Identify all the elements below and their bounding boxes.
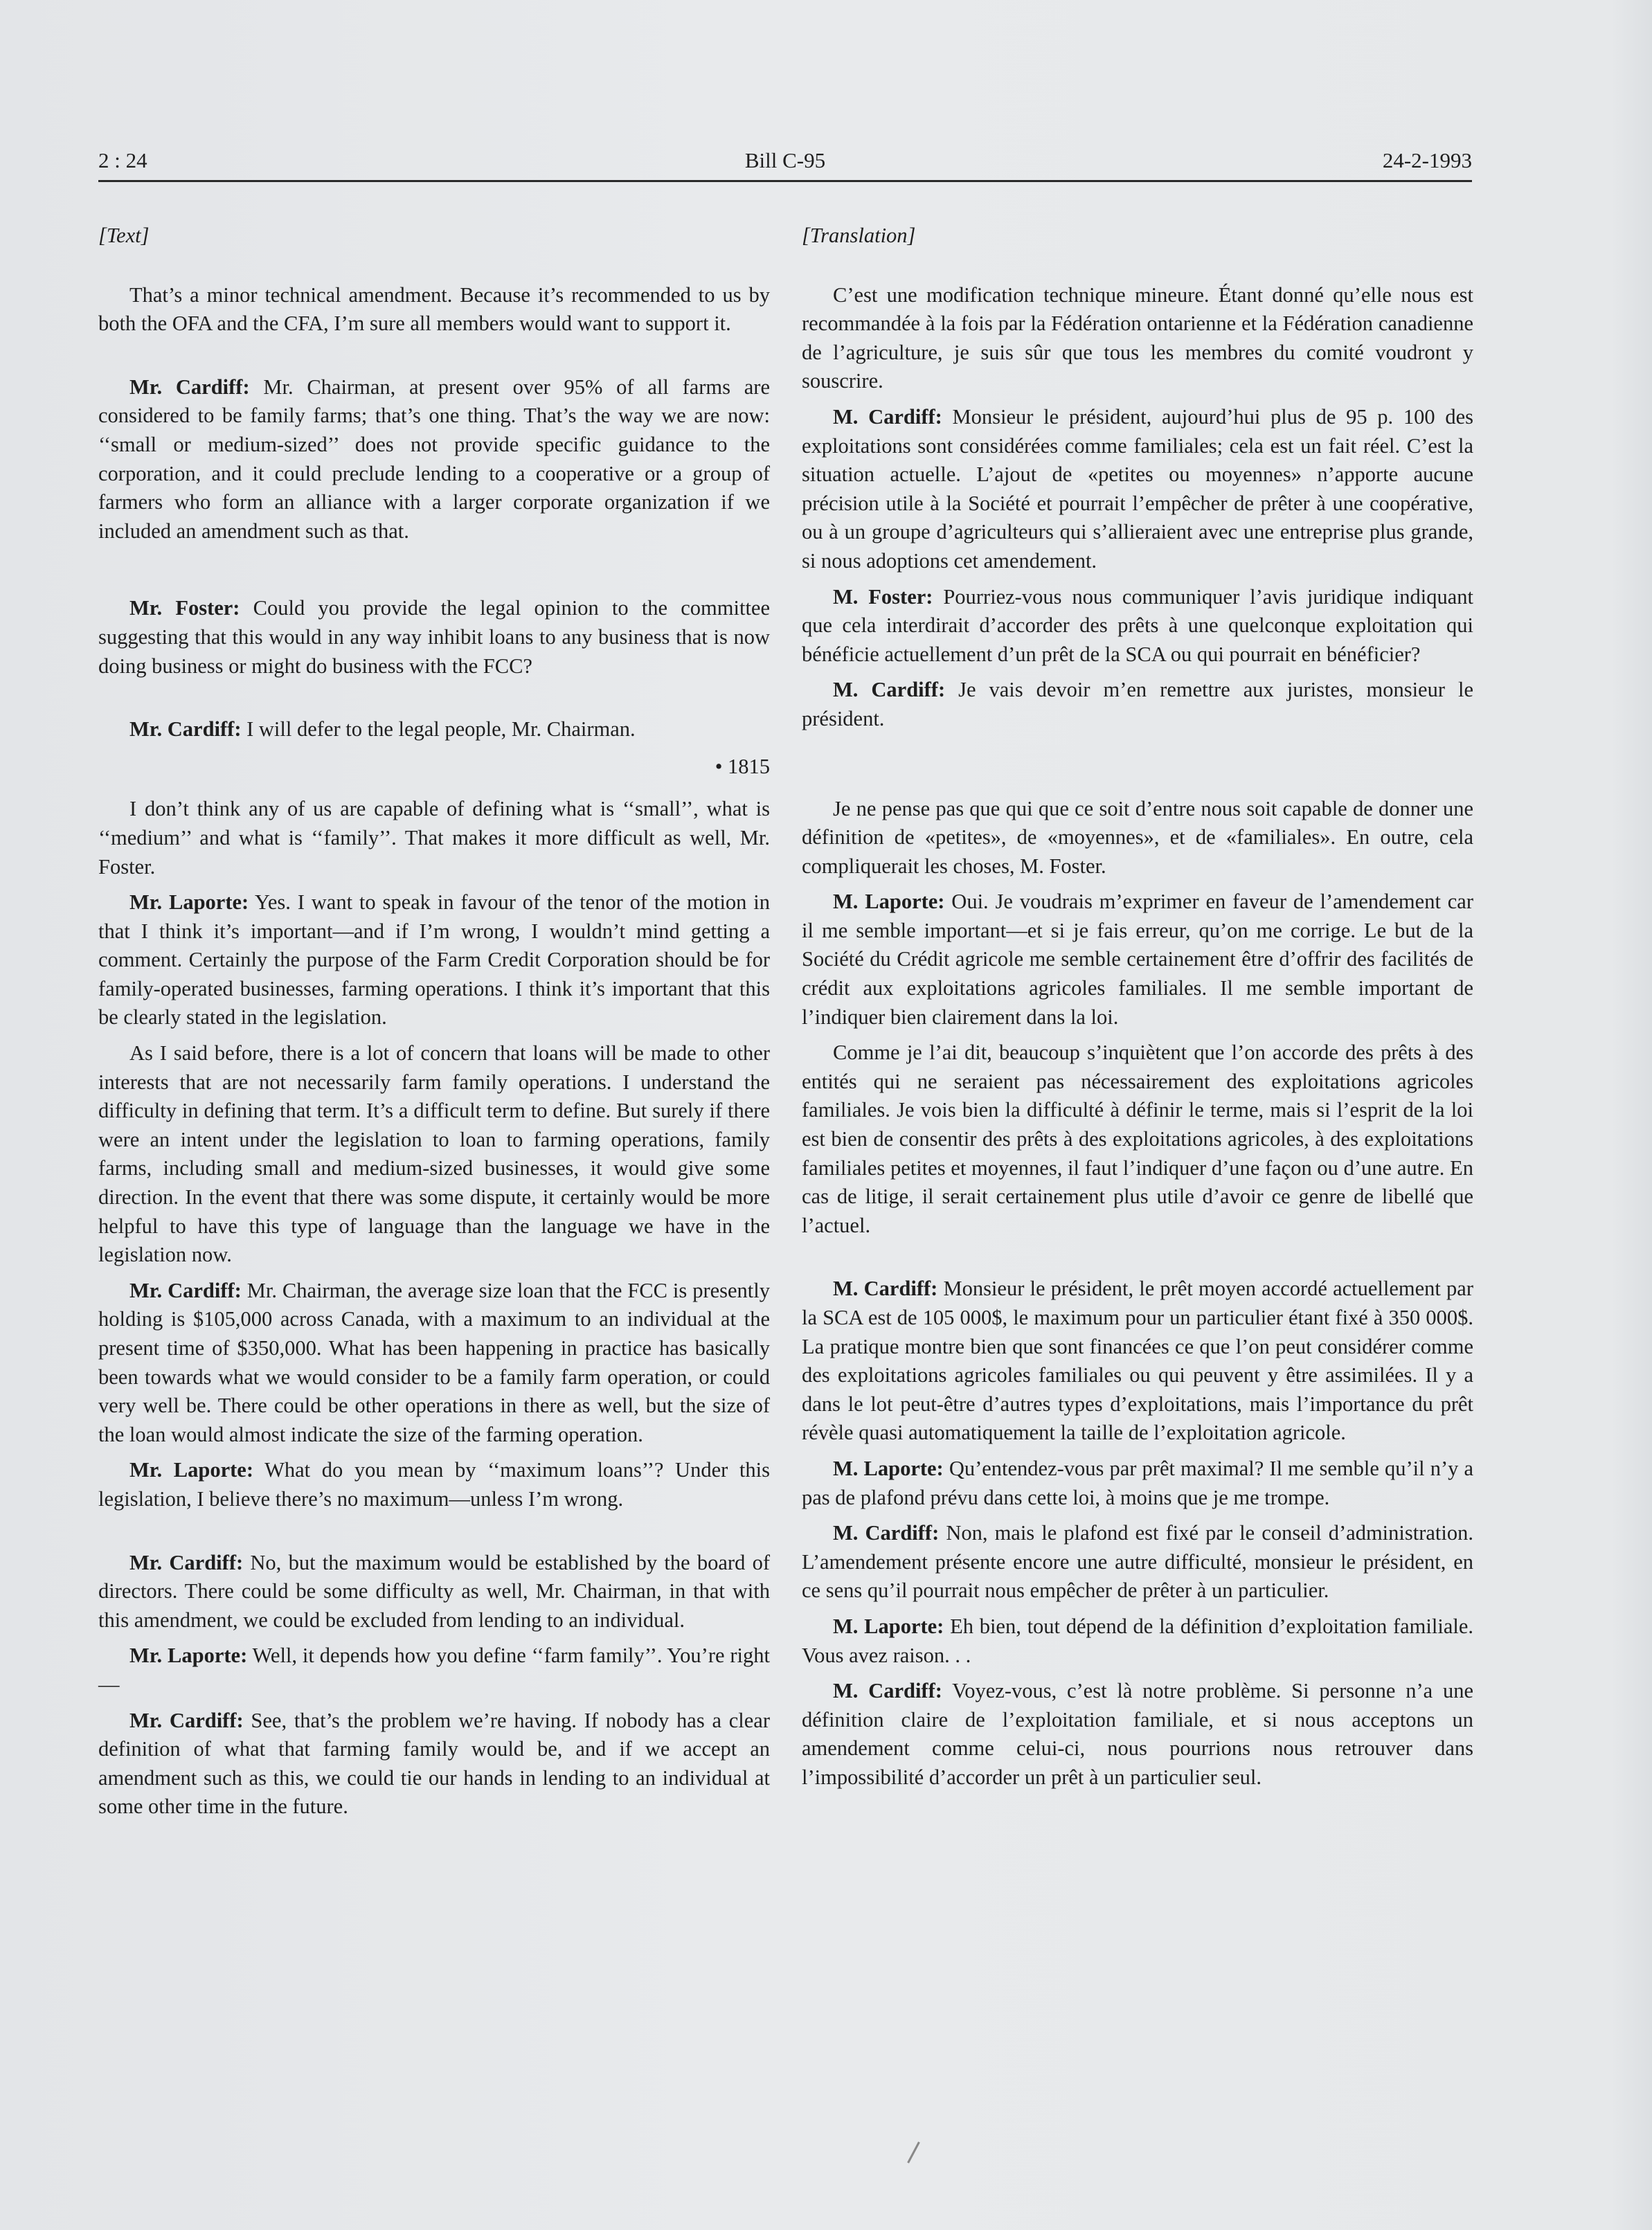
column-label-translation: [Translation] [802,224,916,247]
speaker-name: Mr. Cardiff: [129,1278,242,1302]
speaker-name: M. Cardiff: [833,1277,938,1301]
pencil-mark [907,2141,920,2163]
paragraph: M. Cardiff: Monsieur le président, aujourd’hui plus de 95 p. 100 des exploitations sont considérées comme familiales; cela est un fait réel. C’est la situation actuelle. L’ajout de «petites ou moyennes» n’apporte aucune précision utile à la Société et pourrait l’empêcher de prêter à une coopérative, ou à un groupe d’agriculteurs qui s’allieraient avec une entreprise plus grande, si nous adoptions cet amendement. [802,404,1473,573]
paragraph: M. Laporte: Oui. Je voudrais m’exprimer en faveur de l’amendement car il me semble important—et si je fais erreur, qu’on me corrige. Le but de la Société du Crédit agricole me semble certainement être d’offrir des facilités de crédit aux exploitations agricoles familiales. Il me semble important de l’indiquer bien clairement dans la loi. [802,890,1473,1029]
paragraph: Mr. Cardiff: See, that’s the problem we’re having. If nobody has a clear definition of what that farming family would be, and if we accept an amendment such as this, we could tie our hands in lending to an individual at some other time in the future. [98,1708,770,1819]
english-column [98,222,770,1828]
paragraph: M. Foster: Pourriez-vous nous communiquer l’avis juridique indiquant que cela interdirait d’accorder des prêts à une quelconque exploitation qui bénéficie actuellement d’un prêt de la SCA ou qui pourrait en bénéficier? [802,584,1473,666]
speaker-name: Mr. Cardiff: [129,1550,244,1574]
bill-title: Bill C-95 [744,148,826,172]
paragraph: Mr. Laporte: What do you mean by ‘‘maximum loans’’? Under this legislation, I believe there’s no maximum—unless I’m wrong. [98,1458,770,1511]
paragraph: Mr. Cardiff: I will defer to the legal people, Mr. Chairman. [129,717,636,741]
speaker-name: M. Laporte: [833,1614,944,1638]
page-folio: 2 : 24 [98,148,147,172]
speaker-name: M. Cardiff: [833,1679,942,1703]
speaker-name: M. Laporte: [833,890,945,914]
french-column [802,222,1473,1799]
speaker-name: M. Cardiff: [833,678,946,702]
paragraph: Comme je l’ai dit, beaucoup s’inquiètent que l’on accorde des prêts à des entités qui ne seraient pas nécessairement des exploitations agricoles familiales. Je vois bien la difficulté à définir le terme, mais si l’esprit de la loi est bien de consentir des prêts à des exploitations agricoles, à des exploitations familiales petites et moyennes, il faut l’indiquer d’une façon ou d’une autre. En cas de litige, il serait certainement plus utile d’avoir ce genre de libellé que l’actuel. [802,1041,1473,1237]
page-edge-shadow [1610,0,1652,2230]
header-rule [98,180,1472,182]
speaker-name: Mr. Laporte: [129,890,249,915]
paragraph: Mr. Cardiff: Mr. Chairman, at present over 95% of all farms are considered to be family farms; that’s one thing. That’s the way we are now: ‘‘small or medium-sized’’ does not provide specific guidance to the corporation, and it could preclude lending to a cooperative or a group of farmers who form an alliance with a larger corporate organization if we included an amendment such as that. [98,375,770,543]
column-label-text: [Text] [98,224,150,247]
paragraph: Mr. Cardiff: Mr. Chairman, the average size loan that the FCC is presently holding is $105,000 across Canada, with a maximum to an individual at the present time of $350,000. What has been happening in practice has basically been towards what we would consider to be a family farm operation, or could very well be. There could be other operations in there as well, but the size of the loan would almost indicate the size of the farming operation. [98,1278,770,1446]
speaker-name: Mr. Cardiff: [129,1708,244,1732]
paragraph: M. Cardiff: Monsieur le président, le prêt moyen accordé actuellement par la SCA est de 105 000$, le maximum pour un particulier étant fixé à 350 000$. La pratique montre bien que sont financées ce que l’on peut considérer comme des exploitations agricoles familiales ou qui peuvent y être assimilées. Il y a dans le lot peut-être d’autres types d’exploitations, mais l’importance du prêt révèle quasi automatiquement la taille de l’exploitation agricole. [802,1277,1473,1445]
paragraph: Mr. Laporte: Well, it depends how you define ‘‘farm family’’. You’re right— [98,1644,770,1696]
paragraph: I don’t think any of us are capable of defining what is ‘‘small’’, what is ‘‘medium’’ and what is ‘‘family’’. That makes it more difficult as well, Mr. Foster. [98,797,770,879]
page-date: 24-2-1993 [1382,148,1472,172]
paragraph: M. Cardiff: Je vais devoir m’en remettre aux juristes, monsieur le président. [802,678,1473,730]
speaker-name: Mr. Cardiff: [129,717,242,741]
paragraph: That’s a minor technical amendment. Because it’s recommended to us by both the OFA and the CFA, I’m sure all members would want to support it. [98,282,770,336]
speaker-name: Mr. Laporte: [129,1458,253,1482]
paragraph: Mr. Cardiff: No, but the maximum would be established by the board of directors. There could be some difficulty as well, Mr. Chairman, in that with this amendment, we could be excluded from lending to an individual. [98,1550,770,1632]
speaker-name: M. Foster: [833,584,933,609]
paragraph: M. Cardiff: Non, mais le plafond est fixé par le conseil d’administration. L’amendement présente encore une autre difficulté, monsieur le président, en ce sens qu’il pourrait nous empêcher de prêter à un particulier. [802,1521,1473,1603]
paragraph: C’est une modification technique mineure. Étant donné qu’elle nous est recommandée à la fois par la Fédération ontarienne et la Fédération canadienne de l’agriculture, je suis sûr que tous les membres du comité voudront y souscrire. [802,282,1473,393]
paragraph: M. Laporte: Eh bien, tout dépend de la définition d’exploitation familiale. Vous avez raison. . . [802,1614,1473,1667]
speaker-name: M. Cardiff: [833,1521,940,1545]
paragraph: Mr. Foster: Could you provide the legal opinion to the committee suggesting that this would in any way inhibit loans to any business that is now doing business or might do business with the FCC? [98,596,770,678]
paragraph: As I said before, there is a lot of concern that loans will be made to other interests that are not necessarily farm family operations. I understand the difficulty in defining that term. It’s a difficult term to define. But surely if there were an intent under the legislation to loan to farming operations, family farms, including small and medium-sized businesses, it would give some direction. In the event that there was some dispute, it certainly would be more helpful to have this type of language than the language we have in the legislation now. [98,1041,770,1267]
speaker-name: Mr. Laporte: [129,1644,248,1668]
paragraph: Je ne pense pas que qui que ce soit d’entre nous soit capable de donner une définition de «petites», de «moyennes», et de «familiales». En outre, cela compliquerait les choses, M. Foster. [802,796,1473,878]
paragraph: Mr. Laporte: Yes. I want to speak in favour of the tenor of the motion in that I think it’s important—and if I’m wrong, I wouldn’t mind getting a comment. Certainly the purpose of the Farm Credit Corporation should be for family-operated businesses, farming operations. I think it’s important that this be clearly stated in the legislation. [98,890,770,1029]
speaker-name: M. Cardiff: [833,404,942,429]
speaker-name: Mr. Cardiff: [129,375,250,399]
speaker-name: Mr. Foster: [129,596,240,620]
paragraph: M. Laporte: Qu’entendez-vous par prêt maximal? Il me semble qu’il n’y a pas de plafond prévu dans cette loi, à moins que je me trompe. [802,1456,1473,1509]
time-mark: • 1815 [715,754,770,778]
paragraph: M. Cardiff: Voyez-vous, c’est là notre problème. Si personne n’a une définition claire de l’exploitation familiale, et si nous acceptons un amendement comme celui-ci, nous pourrions nous retrouver dans l’impossibilité d’accorder un prêt à un particulier seul. [802,1679,1473,1789]
speaker-name: M. Laporte: [833,1456,944,1480]
page-header [98,148,1472,176]
